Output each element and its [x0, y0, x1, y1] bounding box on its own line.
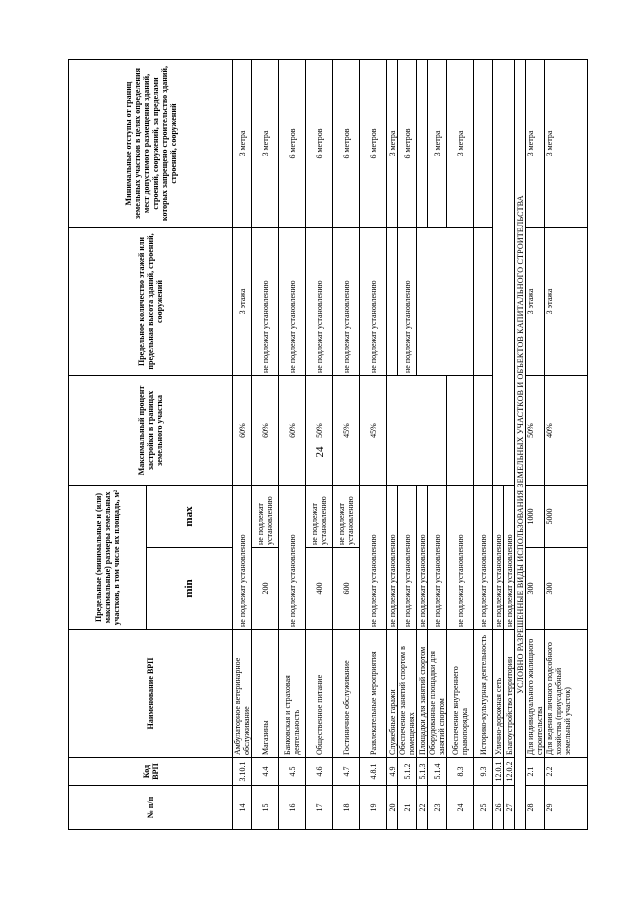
row-floors: не подлежат установлению	[306, 228, 333, 376]
table-row	[279, 60, 306, 830]
row-name: Служебные гаражи	[387, 630, 398, 758]
row-code: 8.3	[447, 758, 474, 786]
row-code: 2.1	[526, 758, 545, 786]
row-code: 4.6	[306, 758, 333, 786]
row-num: 16	[279, 786, 306, 830]
row-name: Развлекательные мероприятия	[360, 630, 387, 758]
row-floors: 3 этажа	[526, 228, 545, 376]
row-setback: 6 метров	[360, 60, 387, 228]
row-name: Амбулаторное ветеринарное обслуживание	[233, 630, 252, 758]
row-num: 29	[545, 786, 588, 830]
row-size-merged: не подлежат установлению	[398, 486, 417, 630]
row-percent: 50%	[306, 376, 333, 486]
header-setback: Минимальные отступы от границ земельных участков в целях определения мест допустимого размещения зданий, строений, сооружений, за пределами которых запрещено строительство зданий, строений, сооружений	[69, 60, 233, 228]
row-size-merged: не подлежат установлению	[279, 486, 306, 630]
row-floors: не подлежат установлению	[360, 228, 387, 376]
row-floors: не подлежат установлению	[252, 228, 279, 376]
row-setback-empty	[474, 60, 493, 228]
row-percent-empty	[474, 376, 493, 486]
row-num: 26	[493, 786, 504, 830]
row-code: 12.0.1	[493, 758, 504, 786]
header-code: Код ВРП	[69, 758, 233, 786]
row-code: 5.1.4	[428, 758, 447, 786]
row-name: Гостиничное обслуживание	[333, 630, 360, 758]
table-row	[447, 60, 474, 830]
row-name: Площадки для занятий спортом	[417, 630, 428, 758]
row-setback: 3 метра	[447, 60, 474, 228]
table-row	[387, 60, 398, 830]
row-num: 27	[504, 786, 515, 830]
row-percent: 45%	[333, 376, 360, 486]
row-max: 5000	[545, 486, 588, 548]
row-code: 4.4	[252, 758, 279, 786]
row-min: 200	[252, 548, 279, 630]
row-name: Банковская и страховая деятельность	[279, 630, 306, 758]
table-row	[333, 60, 360, 830]
row-size-merged: не подлежат установлению	[474, 486, 493, 630]
row-code: 4.9	[387, 758, 398, 786]
row-max: не подлежат установлению	[252, 486, 279, 548]
row-setback: 3 метра	[387, 60, 398, 228]
row-code: 5.1.3	[417, 758, 428, 786]
row-floors-empty	[387, 228, 398, 376]
row-min: 600	[333, 548, 360, 630]
row-percent: 60%	[252, 376, 279, 486]
row-code: 2.2	[545, 758, 588, 786]
row-name: Улично-дорожная сеть	[493, 630, 504, 758]
row-percent: 60%	[233, 376, 252, 486]
row-code: 9.3	[474, 758, 493, 786]
row-setback: 6 метров	[306, 60, 333, 228]
row-min: 400	[306, 548, 333, 630]
row-min: 300	[545, 548, 588, 630]
row-size-merged: не подлежат установлению	[360, 486, 387, 630]
row-size-merged: не подлежат установлению	[417, 486, 428, 630]
row-size-merged: не подлежат установлению	[504, 486, 515, 630]
header-row	[69, 60, 147, 830]
row-name: Благоустройство территории	[504, 630, 515, 758]
row-name: Для индивидуального жилищного строительства	[526, 630, 545, 758]
row-setback: 3 метра	[428, 60, 447, 228]
header-percent: Максимальный процент застройки в границах земельного участка	[69, 376, 233, 486]
header-num: № п/п	[69, 786, 233, 830]
row-percent-empty	[387, 376, 447, 486]
row-max: 1000	[526, 486, 545, 548]
row-floors: не подлежат установлению	[398, 228, 417, 376]
row-name: Обеспечение внутреннего правопорядка	[447, 630, 474, 758]
row-num: 20	[387, 786, 398, 830]
row-percent-empty	[447, 376, 474, 486]
row-size-merged: не подлежат установлению	[447, 486, 474, 630]
row-max: не подлежат установлению	[306, 486, 333, 548]
row-num: 15	[252, 786, 279, 830]
section-row	[515, 60, 526, 830]
table-row	[252, 60, 279, 830]
row-setback-empty	[417, 60, 428, 228]
table-row	[526, 60, 545, 830]
row-setback: 3 метра	[526, 60, 545, 228]
row-floors: 3 этажа	[233, 228, 252, 376]
rotated-page	[68, 60, 572, 830]
page-number: 24	[314, 446, 326, 458]
table-container	[68, 60, 572, 830]
row-num: 28	[526, 786, 545, 830]
row-size-merged: не подлежат установлению	[233, 486, 252, 630]
row-size-merged: не подлежат установлению	[493, 486, 504, 630]
row-num: 22	[417, 786, 428, 830]
row-num: 18	[333, 786, 360, 830]
header-max: max	[147, 486, 233, 548]
row-percent: 40%	[545, 376, 588, 486]
section-title: УСЛОВНО РАЗРЕШЕННЫЕ ВИДЫ ИСПОЛЬЗОВАНИЯ ЗЕМЕЛЬНЫХ УЧАСТКОВ И ОБЪЕКТОВ КАПИТАЛЬНОГО СТРОИТЕЛЬСТВА	[515, 60, 526, 830]
row-size-merged: не подлежат установлению	[428, 486, 447, 630]
table-row	[360, 60, 387, 830]
row-percent: 45%	[360, 376, 387, 486]
row-setback: 6 метров	[398, 60, 417, 228]
row-min: 300	[526, 548, 545, 630]
row-setback: 6 метров	[279, 60, 306, 228]
row-code: 12.0.2	[504, 758, 515, 786]
row-setback: 3 метра	[233, 60, 252, 228]
table-row	[306, 60, 333, 830]
row-num: 23	[428, 786, 447, 830]
table-row	[474, 60, 493, 830]
header-floors: Предельное количество этажей или предельная высота зданий, строений, сооружений	[69, 228, 233, 376]
table-row	[493, 60, 504, 830]
table-row	[545, 60, 588, 830]
row-setback: 6 метров	[333, 60, 360, 228]
row-num: 21	[398, 786, 417, 830]
row-name: Оборудованные площадки для занятий спортом	[428, 630, 447, 758]
row-floors: 3 этажа	[545, 228, 588, 376]
row-name: Магазины	[252, 630, 279, 758]
row-empty-merged	[493, 60, 515, 486]
row-floors: не подлежат установлению	[279, 228, 306, 376]
row-code: 3.10.1	[233, 758, 252, 786]
row-code: 4.8.1	[360, 758, 387, 786]
row-name: Для ведения личного подсобного хозяйства (приусадебный земельный участок)	[545, 630, 588, 758]
row-num: 17	[306, 786, 333, 830]
row-num: 14	[233, 786, 252, 830]
row-name: Общественное питание	[306, 630, 333, 758]
row-num: 19	[360, 786, 387, 830]
row-name: Историко-культурная деятельность	[474, 630, 493, 758]
row-floors-empty	[474, 228, 493, 376]
zoning-table	[68, 59, 588, 830]
header-min: min	[147, 548, 233, 630]
row-setback: 3 метра	[545, 60, 588, 228]
row-name: Обеспечение занятий спортом в помещениях	[398, 630, 417, 758]
row-max: не подлежат установлению	[333, 486, 360, 548]
row-code: 4.7	[333, 758, 360, 786]
row-percent: 50%	[526, 376, 545, 486]
header-name: Наименование ВРП	[69, 630, 233, 758]
table-row	[233, 60, 252, 830]
row-num: 24	[447, 786, 474, 830]
row-setback: 3 метра	[252, 60, 279, 228]
row-code: 5.1.2	[398, 758, 417, 786]
row-num: 25	[474, 786, 493, 830]
header-size: Предельные (минимальные и (или) максимальные) размеры земельных участков, в том числе их площадь, м²	[69, 486, 147, 630]
row-code: 4.5	[279, 758, 306, 786]
row-percent: 60%	[279, 376, 306, 486]
row-size-merged: не подлежат установлению	[387, 486, 398, 630]
row-floors-empty	[417, 228, 474, 376]
row-floors: не подлежат установлению	[333, 228, 360, 376]
